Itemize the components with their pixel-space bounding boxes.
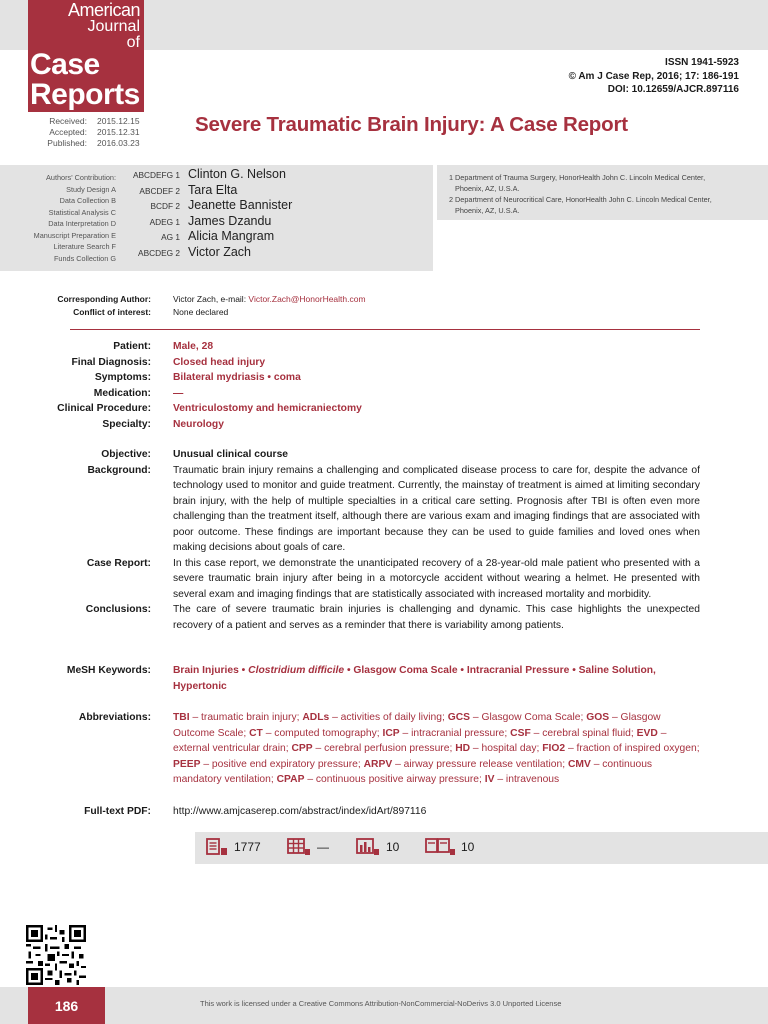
abbreviation-definition: – computed tomography; — [262, 727, 383, 739]
mesh-keyword: Brain Injuries • — [173, 665, 249, 676]
qr-code[interactable] — [26, 925, 86, 985]
author-code: ABCDEFG 1 — [132, 170, 180, 180]
author-name: Jeanette Bannister — [188, 198, 293, 213]
summary-row — [20, 417, 700, 433]
fulltext-row — [20, 804, 700, 820]
reference-count-value: 10 — [461, 840, 475, 854]
corresponding-author-value — [173, 293, 740, 306]
affiliation-text — [455, 172, 705, 194]
abbreviation-term: CT — [249, 727, 263, 739]
author-name: Alicia Mangram — [188, 229, 275, 244]
abbreviation-term: ARPV — [363, 758, 393, 770]
fulltext-pdf — [20, 804, 700, 820]
abbreviation-definition: – intravenous — [494, 774, 560, 785]
date-label: Received: — [49, 116, 87, 126]
summary-value: — — [173, 387, 184, 399]
summary-label: Symptoms: — [94, 372, 151, 383]
contribution-item: Study Design A — [66, 184, 116, 194]
document-icon — [206, 838, 228, 856]
author-name: Clinton G. Nelson — [188, 167, 286, 181]
conflict-value: None declared — [173, 307, 229, 317]
abbreviation-term: CMV — [567, 758, 591, 770]
abbreviation-term: FIO2 — [542, 743, 566, 754]
abbreviation-definition: – external ventricular drain; — [173, 727, 667, 754]
mesh-keyword: • Glasgow Coma Scale • Intracranial Pressure • Saline Solution, Hypertonic — [173, 665, 656, 692]
summary-label: Specialty: — [102, 418, 151, 430]
conflict-row — [20, 306, 740, 319]
summary-label: Patient: — [113, 341, 151, 352]
date-row — [20, 116, 144, 127]
contribution-legend — [14, 172, 116, 264]
date-row — [20, 138, 144, 149]
affiliation-line: Department of Neurocritical Care, HonorHealth John C. Lincoln Medical Center, — [455, 195, 712, 204]
abbreviation-definition: – fraction of inspired oxygen; — [565, 743, 700, 754]
author-row — [120, 229, 430, 245]
abbreviation-definition: – Glasgow Outcome Scale; — [173, 712, 661, 739]
table-count — [287, 838, 329, 856]
abbreviation-definition: – cerebral perfusion pressure; — [312, 743, 456, 754]
affiliation-text — [455, 194, 712, 216]
issn: ISSN 1941-5923 — [665, 57, 739, 68]
date-value: 2015.12.15 — [97, 116, 140, 126]
background-row — [20, 463, 700, 556]
author-list — [120, 167, 430, 261]
abbreviation-term: CPAP — [276, 774, 305, 785]
abbreviation-definition: – Glasgow Coma Scale; — [470, 712, 587, 723]
abbreviation-definition: – airway pressure release ventilation; — [392, 758, 568, 770]
objective-value: Unusual clinical course — [173, 449, 289, 460]
author-code: ABCDEG 2 — [138, 247, 180, 258]
correspondence-block — [20, 293, 740, 319]
abbreviations-list — [173, 710, 700, 788]
summary-value: Ventriculostomy and hemicraniectomy — [173, 403, 362, 414]
article-title: Severe Traumatic Brain Injury: A Case Report — [195, 113, 628, 136]
abbreviation-definition: – cerebral spinal fluid; — [530, 727, 637, 739]
author-code: ABCDEF 2 — [139, 185, 180, 196]
logo-line: Case — [30, 48, 100, 81]
summary-value: Male, 28 — [173, 341, 214, 352]
author-row — [120, 167, 430, 183]
affiliation-line: Phoenix, AZ, U.S.A. — [455, 184, 520, 193]
contribution-item: Funds Collection G — [53, 253, 116, 263]
date-row — [20, 127, 144, 138]
word-count — [206, 838, 261, 856]
affiliation-line: Phoenix, AZ, U.S.A. — [455, 206, 520, 215]
affiliation — [449, 194, 749, 216]
fulltext-url[interactable]: http://www.amjcaserep.com/abstract/index/idArt/897116 — [173, 806, 427, 817]
summary-value: Closed head injury — [173, 356, 266, 368]
affiliation — [449, 172, 749, 194]
abbreviations — [20, 710, 700, 788]
word-count-value: 1777 — [234, 840, 261, 854]
abbreviation-term: GOS — [586, 712, 610, 723]
abbreviation-term: EVD — [636, 727, 658, 739]
divider — [70, 329, 700, 330]
email-link[interactable]: Victor.Zach@HonorHealth.com — [248, 294, 366, 304]
abbreviation-definition: – activities of daily living; — [329, 712, 448, 723]
table-count-value: — — [317, 840, 329, 854]
affiliation-line: Department of Trauma Surgery, HonorHealth John C. Lincoln Medical Center, — [455, 173, 706, 182]
abbreviation-term: TBI — [173, 712, 190, 723]
case-report-label: Case Report: — [86, 557, 151, 569]
dates-block — [20, 116, 144, 149]
license-text: This work is licensed under a Creative Commons Attribution-NonCommercial-NoDerivs 3.0 Unported License — [200, 999, 562, 1008]
abbreviation-term: ICP — [382, 727, 400, 739]
abbreviation-definition: – positive end expiratory pressure; — [200, 758, 364, 770]
citation-info — [569, 56, 739, 97]
summary-value: Bilateral mydriasis • coma — [173, 372, 301, 383]
author-code: BCDF 2 — [150, 201, 180, 212]
conclusions-row — [20, 602, 700, 633]
corresponding-author-label: Corresponding Author: — [57, 294, 151, 304]
fulltext-label: Full-text PDF: — [84, 806, 151, 817]
affiliation-number: 1 — [449, 173, 454, 182]
summary-row — [20, 370, 700, 386]
summary-label: Clinical Procedure: — [57, 403, 151, 414]
objective-row — [20, 447, 700, 463]
abbreviation-definition: – continuous mandatory ventilation; — [173, 758, 653, 785]
stats-bar — [195, 832, 768, 864]
mesh-row — [20, 663, 700, 694]
date-value: 2016.03.23 — [97, 138, 140, 148]
abbreviation-term: HD — [455, 743, 471, 754]
contribution-item: Data Interpretation D — [48, 219, 116, 228]
author-name: James Dzandu — [188, 213, 272, 228]
summary-row — [20, 355, 700, 371]
mesh-keyword-italic: Clostridium difficile — [248, 665, 345, 676]
doi: DOI: 10.12659/AJCR.897116 — [607, 84, 739, 95]
abbreviation-term: CPP — [291, 743, 313, 754]
reference-count — [425, 838, 474, 856]
conclusions-label: Conclusions: — [85, 604, 151, 615]
mesh-value — [173, 663, 700, 694]
summary-row — [20, 339, 700, 355]
abstract-body — [20, 447, 700, 633]
date-label: Accepted: — [49, 127, 87, 137]
bar-chart-icon — [356, 838, 380, 856]
author-row — [120, 214, 430, 230]
author-row — [120, 198, 430, 214]
figure-count — [356, 838, 399, 856]
abbreviation-term: PEEP — [173, 758, 201, 770]
books-icon — [425, 838, 455, 856]
logo-line: Reports — [30, 78, 140, 111]
contribution-item: Data Collection B — [59, 196, 116, 205]
objective-label: Objective: — [101, 449, 151, 460]
abbreviations-row — [20, 710, 700, 788]
figure-count-value: 10 — [386, 840, 400, 854]
abbreviation-term: IV — [484, 774, 495, 785]
journal-logo — [28, 0, 144, 112]
case-summary — [20, 339, 700, 432]
summary-value: Neurology — [173, 418, 224, 430]
mesh-keywords — [20, 663, 700, 694]
author-code: ADEG 1 — [149, 216, 180, 227]
background-label: Background: — [87, 464, 151, 476]
conclusions-text: The care of severe traumatic brain injuries is challenging and dynamic. This case highlights the unexpected recovery of a patient and serves as a reminder that there is variability among patients. — [173, 604, 700, 631]
corresponding-author-row — [20, 293, 740, 306]
author-name: Tara Elta — [188, 182, 238, 197]
logo-line: Journal — [87, 18, 140, 35]
corresponding-author-text: Victor Zach, e-mail: — [173, 294, 249, 304]
conflict-label: Conflict of interest: — [73, 307, 151, 317]
contribution-item: Statistical Analysis C — [48, 207, 116, 217]
abbreviation-definition: – continuous positive airway pressure; — [304, 774, 485, 785]
logo-line: of — [126, 34, 140, 51]
author-row — [120, 245, 430, 261]
summary-row — [20, 401, 700, 417]
case-report-row — [20, 556, 700, 603]
author-code: AG 1 — [161, 232, 180, 243]
affiliation-list — [449, 172, 749, 216]
background-text: Traumatic brain injury remains a challenging and complicated disease process to care for, despite the advance of technology used to monitor and guide treatment. Currently, the mainstay of treatment is aimed at limiting secondary brain injury, with the help of multiple specialties in a critical care setting. Prognosis after TBI is often even more challenging than the treatment itself, although there are various exam and imaging findings that are associated with poor outcome. These findings are important because they can be used to guide families and loved ones when making decisions about goals of care. — [173, 464, 700, 553]
abbreviation-definition: – traumatic brain injury; — [189, 712, 303, 723]
author-name: Victor Zach — [188, 244, 251, 259]
summary-row — [20, 386, 700, 402]
case-report-text: In this case report, we demonstrate the unanticipated recovery of a 28-year-old male patient who presented with a severe traumatic brain injury after being in a motorcycle accident without wearing a helmet. He presented with several exam and imaging findings that are statistically associated with increased mortality and morbidity. — [173, 557, 700, 600]
date-value: 2015.12.31 — [97, 127, 140, 137]
abbreviation-term: GCS — [447, 712, 471, 723]
summary-label: Final Diagnosis: — [71, 356, 151, 368]
copyright: © Am J Case Rep, 2016; 17: 186-191 — [568, 70, 739, 82]
contribution-item: Authors' Contribution: — [46, 173, 116, 182]
table-icon — [287, 838, 311, 856]
logo-line: American — [67, 0, 140, 20]
abbreviation-term: CSF — [510, 727, 531, 739]
contribution-item: Manuscript Preparation E — [33, 230, 116, 240]
date-label: Published: — [47, 138, 87, 148]
mesh-label: MeSH Keywords: — [66, 665, 151, 676]
abbreviations-label: Abbreviations: — [78, 712, 151, 723]
contribution-item: Literature Search F — [53, 242, 116, 251]
summary-label: Medication: — [93, 387, 151, 399]
affiliation-number: 2 — [449, 195, 454, 204]
abbreviation-definition: – intracranial pressure; — [399, 727, 511, 739]
abbreviation-term: ADLs — [302, 712, 330, 723]
author-row — [120, 183, 430, 199]
abbreviation-definition: – hospital day; — [470, 743, 543, 754]
page-number: 186 — [28, 987, 105, 1024]
